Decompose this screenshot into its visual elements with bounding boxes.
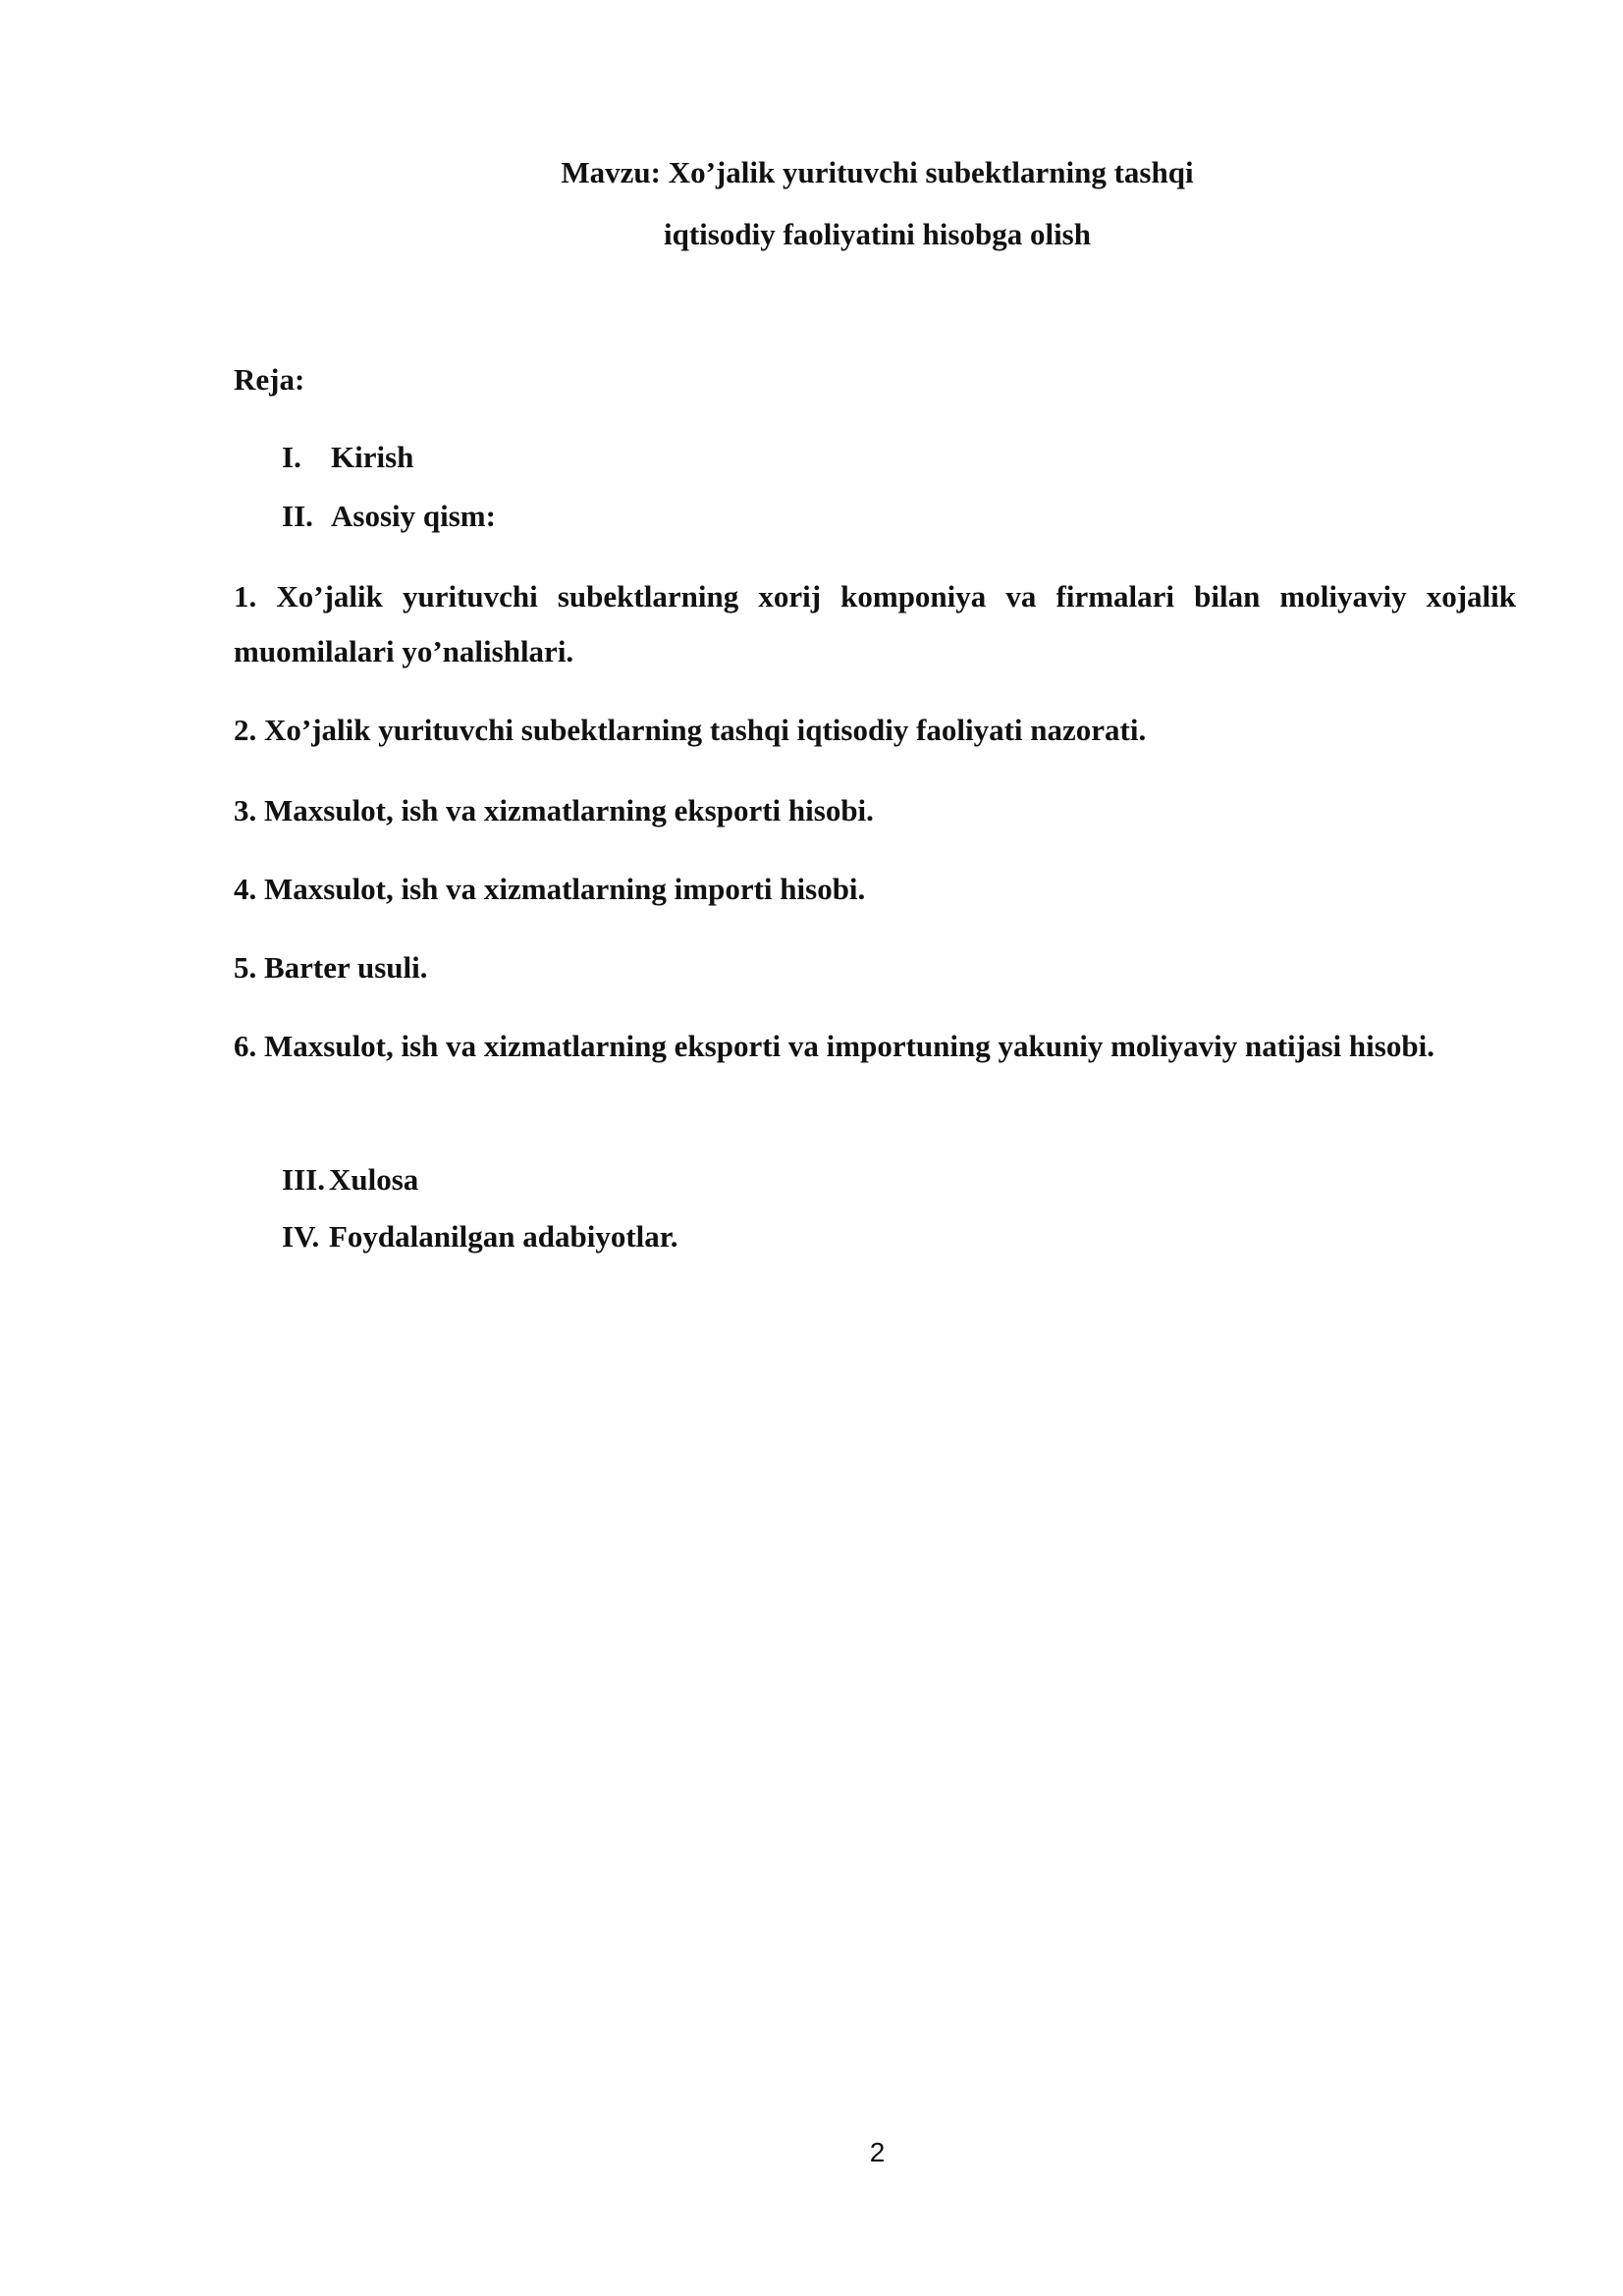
roman-numeral: II. [282,499,313,533]
page-number: 2 [869,2137,886,2167]
plan-heading: Reja: [234,362,305,397]
numbered-item-2: 2. Xo’jalik yurituvchi subektlarning tashqi iqtisodiy faoliyati nazorati. [234,713,1147,747]
roman-item-main-part [282,497,496,536]
roman-item-text: Kirish [331,440,414,474]
numbered-item-1: 1. Xo’jalik yurituvchi subektlarning xorij komponiya va firmalari bilan moliyaviy xojalik muomilalari yo’nalishlari. [234,579,1516,668]
roman-numeral: III. [282,1162,325,1197]
roman-numeral: IV. [282,1219,320,1254]
roman-item-intro [282,438,413,477]
numbered-item-6: 6. Maxsulot, ish va xizmatlarning eksporti va importuning yakuniy moliyaviy natijasi hisobi. [234,1029,1434,1063]
roman-item-text: Xulosa [329,1162,419,1197]
roman-item-text: Foydalanilgan adabiyotlar. [329,1219,678,1254]
numbered-item-4: 4. Maxsulot, ish va xizmatlarning importi hisobi. [234,872,866,906]
roman-item-text: Asosiy qism: [331,499,496,533]
document-title-line-1: Mavzu: Xo’jalik yurituvchi subektlarning tashqi [561,155,1194,189]
roman-item-conclusion [282,1160,418,1200]
numbered-item-5: 5. Barter usuli. [234,950,428,985]
roman-numeral: I. [282,440,301,474]
document-title-line-2: iqtisodiy faoliyatini hisobga olish [664,217,1091,251]
roman-item-references [282,1217,677,1256]
numbered-item-3: 3. Maxsulot, ish va xizmatlarning eksporti hisobi. [234,793,874,828]
